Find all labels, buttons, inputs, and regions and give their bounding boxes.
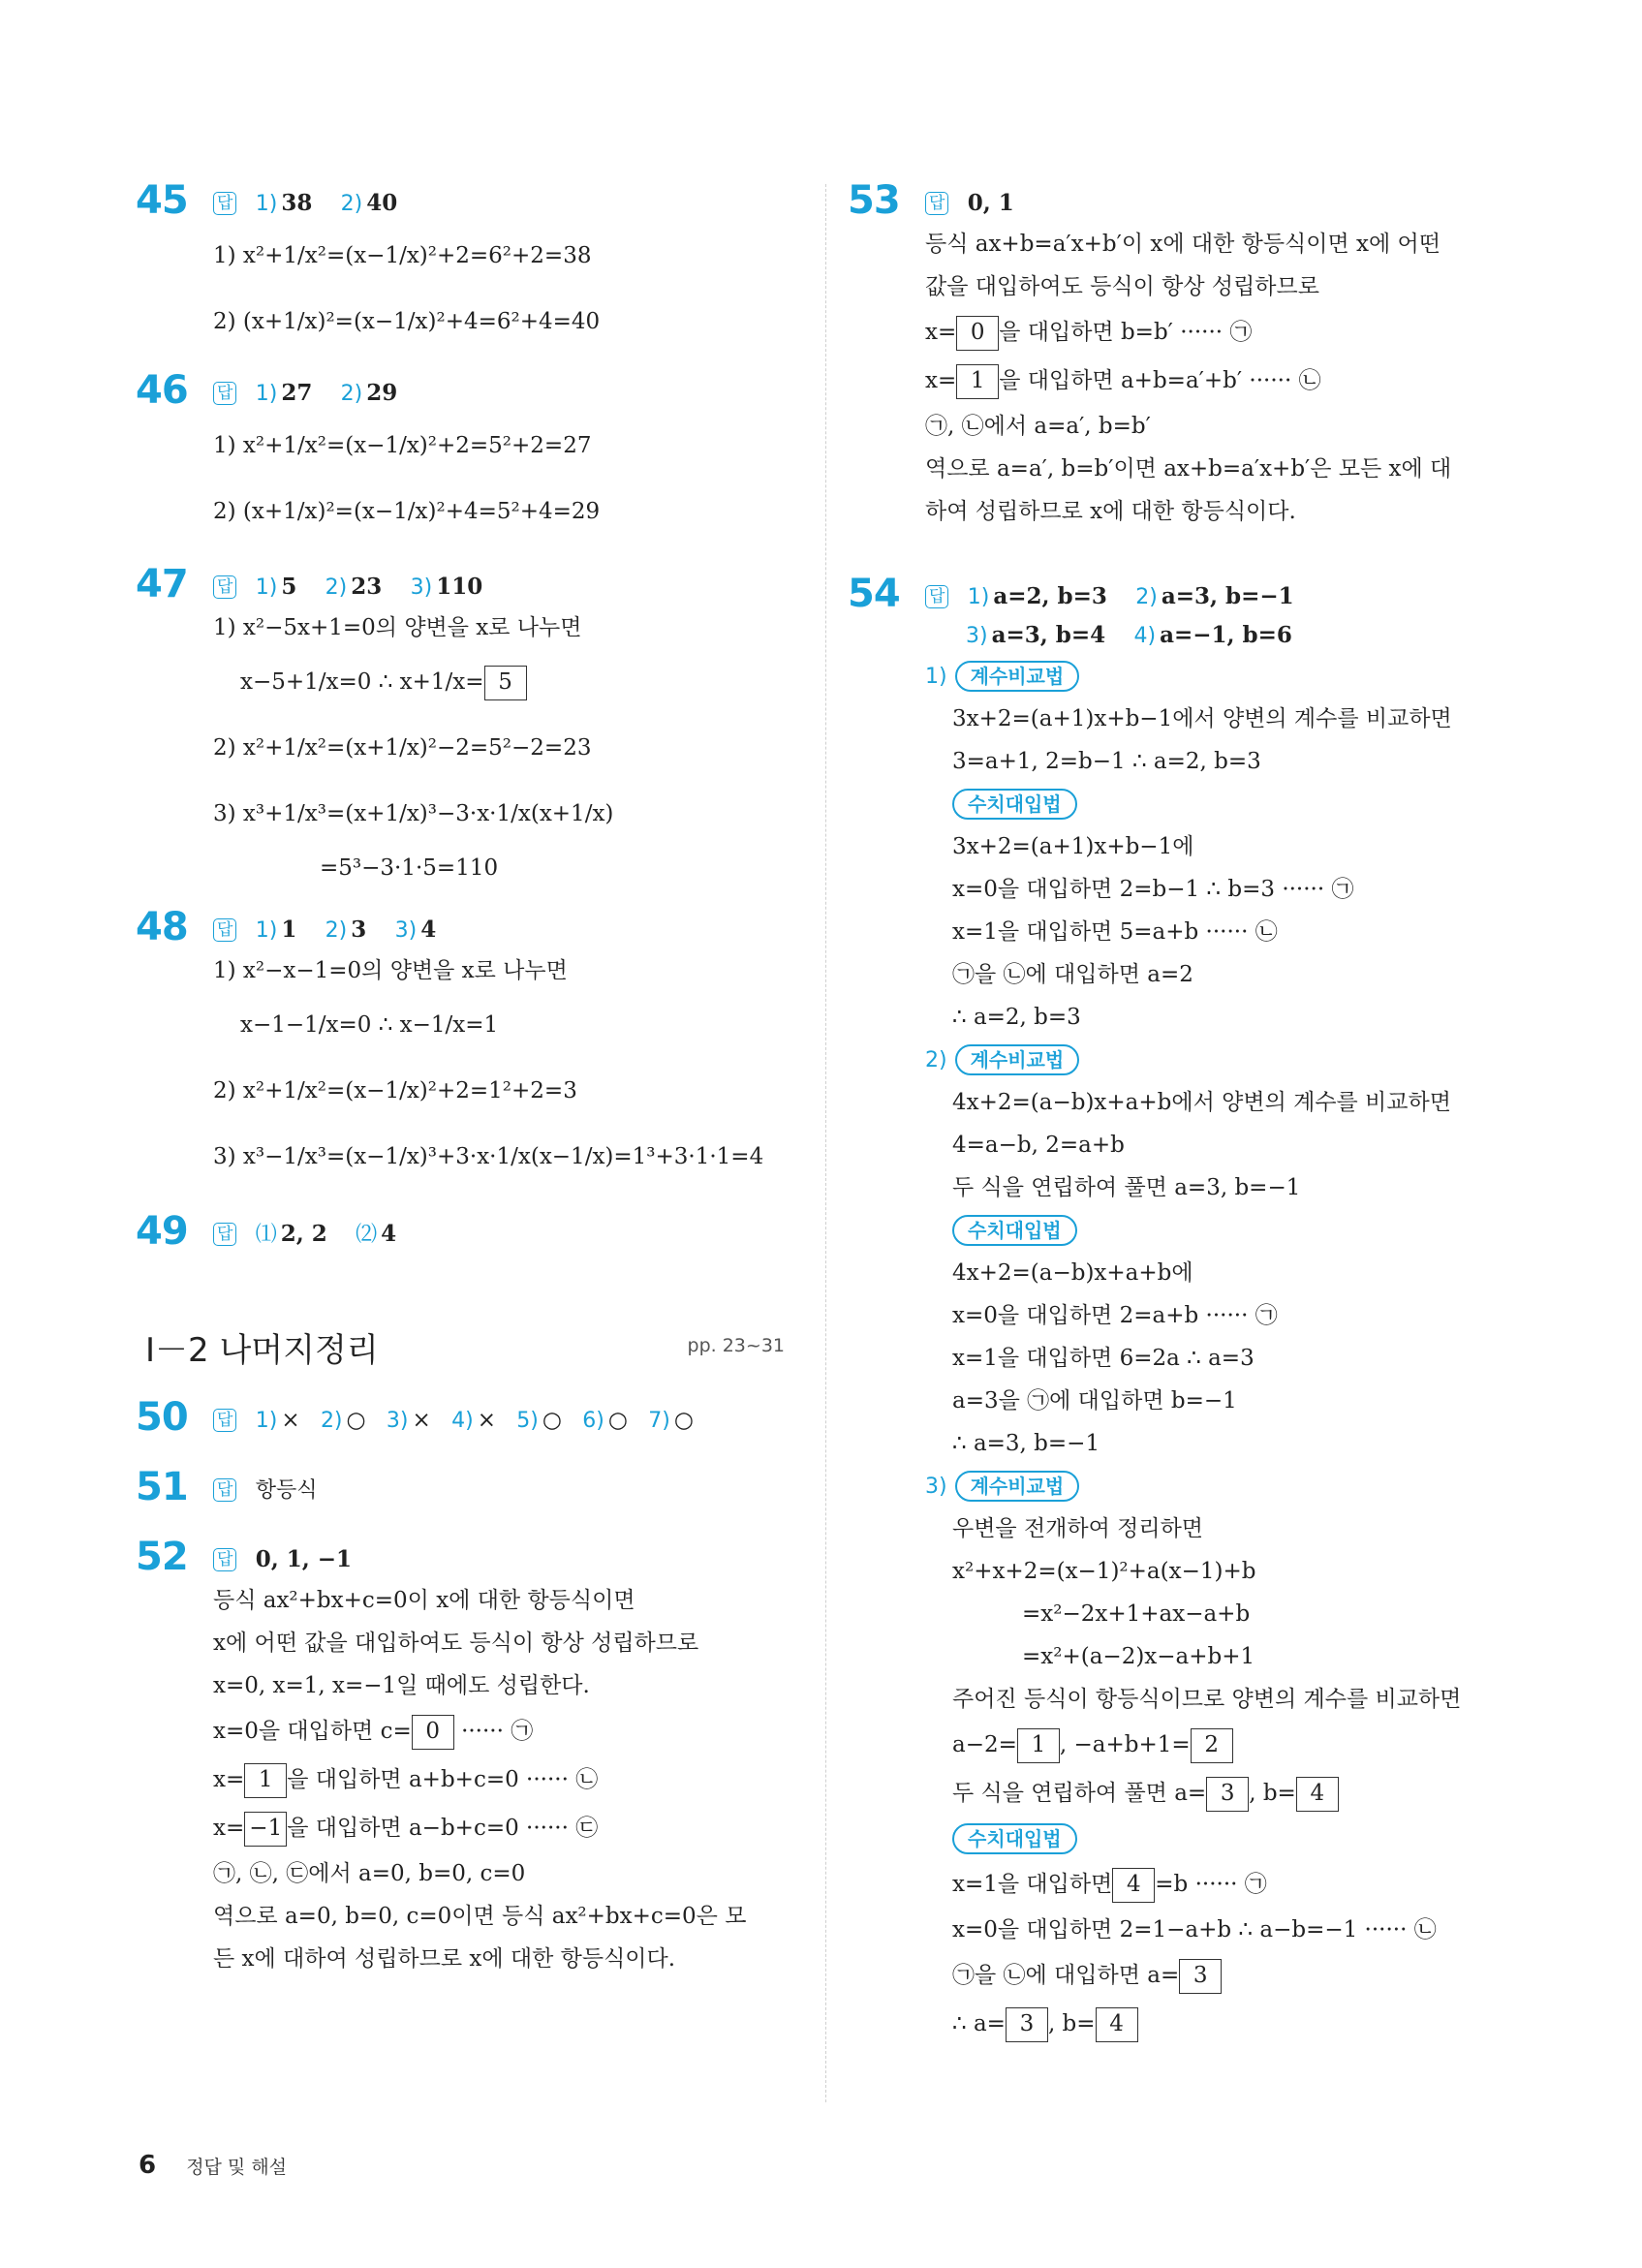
answer-box: 1 — [1017, 1728, 1060, 1763]
solution-line: x= 0 을 대입하면 b=b′ ······ ㉠ — [925, 308, 1516, 357]
answer-box: 4 — [1096, 2007, 1138, 2042]
problem-number: 52 — [136, 1535, 188, 1579]
page-number: 6 — [139, 2151, 157, 2180]
column-divider — [825, 184, 826, 2102]
solution-line: 두 식을 연립하여 풀면 a=3, b=−1 — [952, 1175, 1301, 1200]
solution-line: x=1을 대입하면 4 =b ······ ㉠ — [925, 1860, 1516, 1909]
method-badge: 계수비교법 — [955, 661, 1080, 692]
problem-number: 47 — [136, 562, 188, 606]
answer-row: 답 1) 27 2) 29 — [213, 374, 785, 413]
solution-line: 등식 ax+b=a′x+b′이 x에 대한 항등식이면 x에 어떤 — [925, 232, 1441, 257]
solution-line: 3) x³+1/x³=(x+1/x)³−3·x·1/x(x+1/x) — [213, 801, 614, 826]
solution-line: 역으로 a=0, b=0, c=0이면 등식 ax²+bx+c=0은 모 — [213, 1904, 747, 1929]
answer-box: 2 — [1191, 1728, 1233, 1763]
solution-line: 두 식을 연립하여 풀면 a= 3 , b= 4 — [925, 1769, 1516, 1818]
solution-line: 1) x²−5x+1=0의 양변을 x로 나누면 — [213, 615, 582, 640]
solution-line: 역으로 a=a′, b=b′이면 ax+b=a′x+b′은 모든 x에 대 — [925, 456, 1452, 482]
problem-number: 49 — [136, 1209, 188, 1254]
problem-48 — [136, 905, 785, 1190]
answer-text: 0, 1, −1 — [255, 1546, 353, 1572]
section-header — [145, 1323, 785, 1382]
solution-line: 2) x²+1/x²=(x+1/x)²−2=5²−2=23 — [213, 735, 592, 761]
answer-tag: 답 — [925, 192, 948, 215]
solution-line: =x²−2x+1+ax−a+b — [1022, 1601, 1251, 1627]
answer-box: 0 — [412, 1715, 454, 1750]
answer-box: 4 — [1296, 1777, 1339, 1812]
solution-line: 등식 ax²+bx+c=0이 x에 대한 항등식이면 — [213, 1588, 635, 1613]
problem-number: 51 — [136, 1465, 188, 1509]
problem-46 — [136, 368, 785, 544]
answer-tag: 답 — [213, 1409, 236, 1432]
answer-box: 1 — [956, 364, 999, 399]
answer-tag: 답 — [213, 575, 236, 599]
answer-box: 3 — [1179, 1959, 1222, 1994]
method-badge: 계수비교법 — [955, 1471, 1080, 1502]
solution-line: ㉠을 ㉡에 대입하면 a= 3 — [925, 1951, 1516, 2000]
method-badge: 계수비교법 — [955, 1044, 1080, 1075]
solution-line: x=1을 대입하면 5=a+b ······ ㉡ — [952, 919, 1278, 945]
solution-line: x=0을 대입하면 2=a+b ······ ㉠ — [952, 1303, 1278, 1328]
left-column — [136, 178, 785, 1980]
solution-line: 3) x³−1/x³=(x−1/x)³+3·x·1/x(x−1/x)=1³+3·1·1=4 — [213, 1144, 764, 1169]
answer-tag: 답 — [213, 192, 236, 215]
answer-row — [213, 1540, 785, 1579]
solution-line: x=0을 대입하면 2=b−1 ∴ b=3 ······ ㉠ — [952, 877, 1354, 902]
solution-line: 우변을 전개하여 정리하면 — [952, 1516, 1204, 1541]
answer-tag: 답 — [213, 1478, 236, 1502]
problem-number: 54 — [848, 572, 900, 616]
solution-line: a−2= 1 , −a+b+1= 2 — [925, 1721, 1516, 1769]
solution-line: ㉠, ㉡에서 a=a′, b=b′ — [925, 414, 1151, 439]
solution-line: 주어진 등식이 항등식이므로 양변의 계수를 비교하면 — [952, 1687, 1462, 1712]
answer-tag: 답 — [213, 382, 236, 405]
answer-tag: 답 — [213, 1223, 236, 1246]
problem-54 — [848, 572, 1516, 2048]
solution-line: 든 x에 대하여 성립하므로 x에 대한 항등식이다. — [213, 1946, 676, 1972]
answer-box: 4 — [1112, 1868, 1155, 1903]
method-row: 1) 계수비교법 — [925, 655, 1516, 698]
answer-row: 답 1) 1 2) 3 3) 4 — [213, 911, 785, 949]
solution-line: =x²+(a−2)x−a+b+1 — [1022, 1644, 1255, 1669]
answer-box: −1 — [244, 1812, 287, 1847]
problem-50 — [136, 1395, 785, 1440]
method-row — [925, 1209, 1516, 1252]
right-column — [848, 178, 1516, 2048]
section-pages: pp. 23~31 — [687, 1335, 785, 1356]
solution-line: 3x+2=(a+1)x+b−1에서 양변의 계수를 비교하면 — [952, 706, 1452, 731]
answer-box: 1 — [244, 1763, 287, 1798]
problem-49 — [136, 1209, 785, 1254]
solution-line: 3x+2=(a+1)x+b−1에 — [952, 834, 1194, 859]
solution-line: ㉠, ㉡, ㉢에서 a=0, b=0, c=0 — [213, 1861, 526, 1886]
solution-line: x= 1 을 대입하면 a+b=a′+b′ ······ ㉡ — [925, 357, 1516, 405]
answer-box: 0 — [956, 316, 999, 351]
solution-line: ∴ a=3, b=−1 — [952, 1431, 1100, 1456]
answer-row: 답 1) × 2) ○ 3) × 4) × 5) ○ 6) ○ 7) ○ — [213, 1401, 785, 1440]
answer-row: 3) a=3, b=4 4) a=−1, b=6 — [966, 622, 1292, 648]
problem-45 — [136, 178, 785, 355]
problem-52 — [136, 1535, 785, 1980]
solution-line: a=3을 ㉠에 대입하면 b=−1 — [952, 1388, 1237, 1414]
problem-number: 48 — [136, 905, 188, 949]
page-footer — [139, 2151, 287, 2180]
problem-number: 46 — [136, 368, 188, 413]
solution-line: 1) x²+1/x²=(x−1/x)²+2=5²+2=27 — [213, 433, 592, 458]
answer-row: 답 1) 5 2) 23 3) 110 — [213, 568, 785, 606]
solution-line: 2) (x+1/x)²=(x−1/x)²+4=6²+4=40 — [213, 309, 601, 334]
solution-line: x=0, x=1, x=−1일 때에도 성립한다. — [213, 1673, 590, 1698]
section-title: Ⅰ－2 나머지정리 — [145, 1331, 379, 1370]
solution-line: x= −1 을 대입하면 a−b+c=0 ······ ㉢ — [213, 1804, 785, 1852]
solution-line: x²+x+2=(x−1)²+a(x−1)+b — [952, 1559, 1256, 1584]
answer-row — [925, 184, 1516, 223]
problem-47 — [136, 562, 785, 889]
solution-line: 3=a+1, 2=b−1 ∴ a=2, b=3 — [952, 749, 1261, 774]
solution-line: 1) x²−x−1=0의 양변을 x로 나누면 — [213, 958, 568, 983]
answer-row: 답 1) 38 2) 40 — [213, 184, 785, 223]
solution-line: =5³−3·1·5=110 — [320, 855, 499, 881]
method-badge: 수치대입법 — [952, 789, 1077, 820]
answer-row: 답 ⑴ 2, 2 ⑵ 4 — [213, 1215, 785, 1254]
solution-line: 1) x²+1/x²=(x−1/x)²+2=6²+2=38 — [213, 243, 592, 268]
solution-line: x−5+1/x=0 ∴ x+1/x= 5 — [213, 649, 785, 715]
solution-line: ∴ a= 3 , b= 4 — [925, 2000, 1516, 2048]
problem-number: 50 — [136, 1395, 188, 1440]
answer-row: 답 1) a=2, b=3 2) a=3, b=−1 — [925, 577, 1516, 616]
method-badge: 수치대입법 — [952, 1215, 1077, 1246]
solution-line: 2) (x+1/x)²=(x−1/x)²+4=5²+4=29 — [213, 499, 601, 524]
footer-title: 정답 및 해설 — [186, 2157, 288, 2178]
answer-row — [213, 1471, 785, 1509]
method-badge: 수치대입법 — [952, 1823, 1077, 1854]
answer-tag: 답 — [925, 585, 948, 608]
solution-line: 4x+2=(a−b)x+a+b에 — [952, 1260, 1193, 1286]
solution-line: x=1을 대입하면 6=2a ∴ a=3 — [952, 1346, 1255, 1371]
solution-line: x=0을 대입하면 2=1−a+b ∴ a−b=−1 ······ ㉡ — [952, 1917, 1437, 1942]
method-row — [925, 1818, 1516, 1860]
solution-line: 값을 대입하여도 등식이 항상 성립하므로 — [925, 274, 1319, 299]
problem-53 — [848, 178, 1516, 533]
solution-line: ㉠을 ㉡에 대입하면 a=2 — [952, 962, 1193, 987]
answer-text: 0, 1 — [967, 190, 1014, 216]
answer-box: 3 — [1006, 2007, 1048, 2042]
answer-tag: 답 — [213, 918, 236, 942]
solution-line: 2) x²+1/x²=(x−1/x)²+2=1²+2=3 — [213, 1078, 577, 1103]
problem-number: 45 — [136, 178, 188, 223]
solution-line: 4=a−b, 2=a+b — [952, 1133, 1125, 1158]
answer-box: 5 — [484, 666, 527, 700]
answer-tag: 답 — [213, 1548, 236, 1571]
answer-box: 3 — [1206, 1777, 1249, 1812]
problem-number: 53 — [848, 178, 900, 223]
method-row: 3) 계수비교법 — [925, 1465, 1516, 1507]
solution-line: x−1−1/x=0 ∴ x−1/x=1 — [240, 1012, 499, 1038]
solution-line: 4x+2=(a−b)x+a+b에서 양변의 계수를 비교하면 — [952, 1090, 1451, 1115]
problem-51 — [136, 1465, 785, 1509]
solution-line: x에 어떤 값을 대입하여도 등식이 항상 성립하므로 — [213, 1631, 699, 1656]
solution-line: x= 1 을 대입하면 a+b+c=0 ······ ㉡ — [213, 1755, 785, 1804]
solution-line: x=0을 대입하면 c= 0 ······ ㉠ — [213, 1707, 785, 1755]
method-row: 2) 계수비교법 — [925, 1039, 1516, 1081]
method-row — [925, 783, 1516, 825]
solution-line: ∴ a=2, b=3 — [952, 1005, 1081, 1030]
solution-line: 하여 성립하므로 x에 대한 항등식이다. — [925, 499, 1296, 524]
answer-text: 항등식 — [255, 1478, 318, 1503]
